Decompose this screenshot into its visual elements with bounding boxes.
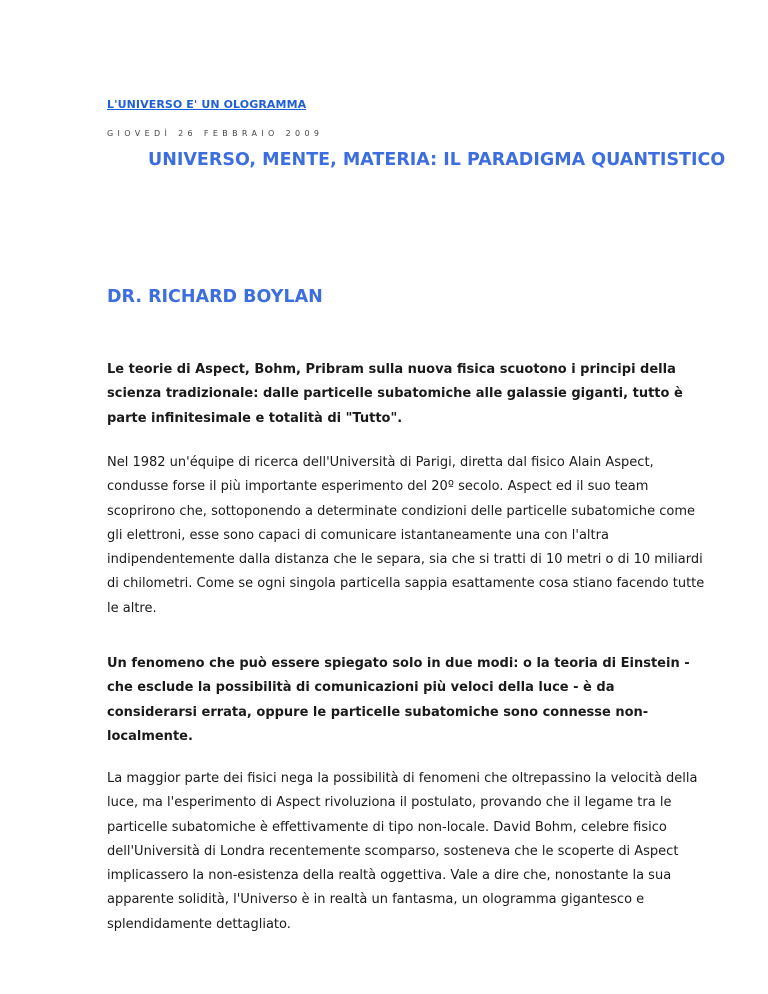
- highlight-paragraph: Un fenomeno che può essere spiegato solo in due modi: o la teoria di Einstein - che esclude la possibilità di comunicazioni più veloci della luce - è da considerarsi errata, oppure le particelle subatomiche sono connesse non-localmente.: [107, 656, 690, 744]
- blog-title-link[interactable]: L'UNIVERSO E' UN OLOGRAMMA: [107, 98, 307, 111]
- article-title: UNIVERSO, MENTE, MATERIA: IL PARADIGMA QUANTISTICO: [148, 150, 726, 170]
- article-author: DR. RICHARD BOYLAN: [107, 287, 323, 307]
- post-date: GIOVEDÌ 26 FEBBRAIO 2009: [107, 129, 324, 138]
- intro-paragraph: Le teorie di Aspect, Bohm, Pribram sulla nuova fisica scuotono i principi della scienza tradizionale: dalle particelle subatomiche alle galassie giganti, tutto è parte infinitesimale e totalità di "Tutto".: [107, 362, 683, 426]
- body-paragraph: Nel 1982 un'équipe di ricerca dell'Università di Parigi, diretta dal fisico Alain Aspect, condusse forse il più importante esperimento del 20º secolo. Aspect ed il suo team scoprirono che, sottoponendo a determinate condizioni delle particelle subatomiche come gli elettroni, esse sono capaci di comunicare istantaneamente una con l'altra indipendentemente dalla distanza che le separa, sia che si tratti di 10 metri o di 10 miliardi di chilometri. Come se ogni singola particella sappia esattamente cosa stiano facendo tutte le altre.: [107, 455, 705, 616]
- body-paragraph: La maggior parte dei fisici nega la possibilità di fenomeni che oltrepassino la velocità della luce, ma l'esperimento di Aspect rivoluziona il postulato, provando che il legame tra le particelle subatomiche è effettivamente di tipo non-locale. David Bohm, celebre fisico dell'Università di Londra recentemente scomparso, sosteneva che le scoperte di Aspect implicassero la non-esistenza della realtà oggettiva. Vale a dire che, nonostante la sua apparente solidità, l'Universo è in realtà un fantasma, un ologramma gigantesco e splendidamente dettagliato.: [107, 771, 698, 932]
